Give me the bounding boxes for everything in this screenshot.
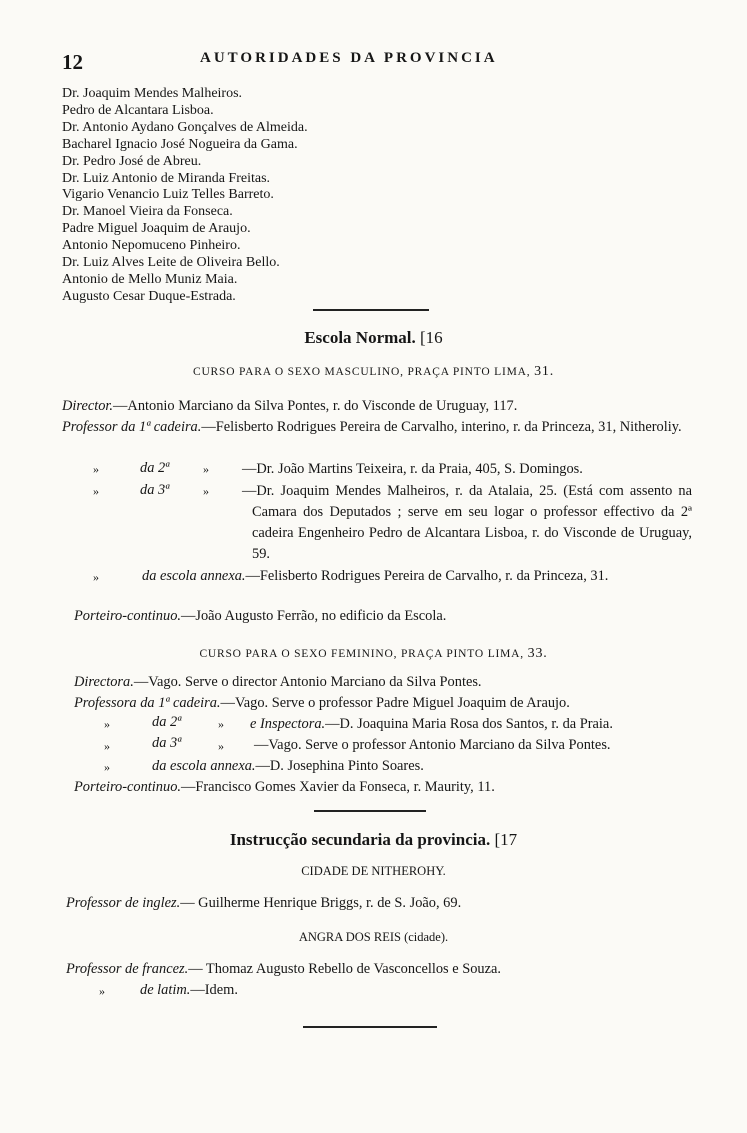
list-item: Vigario Venancio Luiz Telles Barreto. <box>62 187 274 203</box>
entry-porteiro-fem: Porteiro-continuo.—Francisco Gomes Xavier da Fonseca, r. Maurity, 11. <box>74 779 495 795</box>
entry-professor-2: —Dr. João Martins Teixeira, r. da Praia, 405, S. Domingos. <box>242 461 583 477</box>
page-number: 12 <box>62 50 83 74</box>
entry-professora-3: —Vago. Serve o professor Antonio Marciano da Silva Pontes. <box>254 737 611 753</box>
entry-professor-inglez: Professor de inglez.— Guilherme Henrique Briggs, r. de S. João, 69. <box>66 895 462 911</box>
section-title-escola-normal: Escola Normal. [16 <box>304 328 443 347</box>
entry-professor-latim: de latim.—Idem. <box>140 982 238 998</box>
entry-escola-annexa: da escola annexa.—Felisberto Rodrigues Pereira de Carvalho, r. da Princeza, 31. <box>142 568 609 584</box>
entry-label: da 3ª <box>140 482 170 498</box>
ditto-mark: » <box>93 570 99 584</box>
list-item: Dr. Antonio Aydano Gonçalves de Almeida. <box>62 119 308 135</box>
entry-label: da 2ª <box>152 714 182 730</box>
ditto-mark: » <box>203 462 209 476</box>
entry-professora-2: e Inspectora.—D. Joaquina Maria Rosa dos Santos, r. da Praia. <box>250 716 613 732</box>
list-item: Pedro de Alcantara Lisboa. <box>62 102 214 118</box>
entry-professora-1: Professora da 1ª cadeira.—Vago. Serve o professor Padre Miguel Joaquim de Araujo. <box>74 695 570 711</box>
entry-professor-1: Professor da 1ª cadeira.—Felisberto Rodrigues Pereira de Carvalho, interino, r. da Princeza, 31, Nitheroliy. <box>62 419 682 435</box>
list-item: Bacharel Ignacio José Nogueira da Gama. <box>62 136 298 152</box>
section-title-instrucao-secundaria: Instrucção secundaria da provincia. [17 <box>229 830 518 849</box>
entry-professor-3: —Dr. Joaquim Mendes Malheiros, r. da Atalaia, 25. (Está com assento na Camara dos Deputados ; serve em seu logar o professor effectivo da 2ª cadeira Engenheiro Pedro de Alcantara Lisboa, r. do Visconde de Uruguay, 59. <box>242 483 692 562</box>
list-item: Dr. Luiz Antonio de Miranda Freitas. <box>62 170 271 186</box>
divider <box>314 810 426 812</box>
entry-directora: Directora.—Vago. Serve o director Antonio Marciano da Silva Pontes. <box>74 674 482 690</box>
ditto-mark: » <box>93 484 99 498</box>
subheading-angra: ANGRA DOS REIS (cidade). <box>298 930 449 944</box>
list-item: Dr. Manoel Vieira da Fonseca. <box>62 204 233 220</box>
entry-porteiro: Porteiro-continuo.—João Augusto Ferrão, no edificio da Escola. <box>74 608 447 624</box>
names-list <box>62 86 308 306</box>
ditto-mark: » <box>93 462 99 476</box>
list-item: Padre Miguel Joaquim de Araujo. <box>62 221 251 237</box>
list-item: Dr. Luiz Alves Leite de Oliveira Bello. <box>62 255 280 271</box>
list-item: Dr. Pedro José de Abreu. <box>62 153 202 169</box>
ditto-mark: » <box>104 760 110 774</box>
list-item: Antonio Nepomuceno Pinheiro. <box>62 238 241 254</box>
ditto-mark: » <box>104 739 110 753</box>
entry-label: da 2ª <box>140 460 170 476</box>
subheading-nitheroy: CIDADE DE NITHEROHY. <box>301 864 446 878</box>
ditto-mark: » <box>99 984 105 998</box>
ditto-mark: » <box>218 739 224 753</box>
entry-label: da 3ª <box>152 735 182 751</box>
entry-escola-annexa-fem: da escola annexa.—D. Josephina Pinto Soares. <box>152 758 424 774</box>
ditto-mark: » <box>203 484 209 498</box>
subheading-masculino: CURSO PARA O SEXO MASCULINO, PRAÇA PINTO LIMA, 31. <box>192 364 555 379</box>
subheading-feminino: CURSO PARA O SEXO FEMININO, PRAÇA PINTO LIMA, 33. <box>199 646 548 661</box>
ditto-mark: » <box>104 717 110 731</box>
divider <box>313 309 429 311</box>
entry-professor-francez: Professor de francez.— Thomaz Augusto Rebello de Vasconcellos e Souza. <box>66 961 501 977</box>
list-item: Dr. Joaquim Mendes Malheiros. <box>62 86 243 101</box>
ditto-mark: » <box>218 717 224 731</box>
list-item: Augusto Cesar Duque-Estrada. <box>62 288 236 304</box>
divider <box>303 1026 437 1028</box>
entry-director: Director.—Antonio Marciano da Silva Pontes, r. do Visconde de Uruguay, 117. <box>62 398 518 414</box>
page-header-title: AUTORIDADES DA PROVINCIA <box>200 50 498 66</box>
list-item: Antonio de Mello Muniz Maia. <box>62 271 238 287</box>
